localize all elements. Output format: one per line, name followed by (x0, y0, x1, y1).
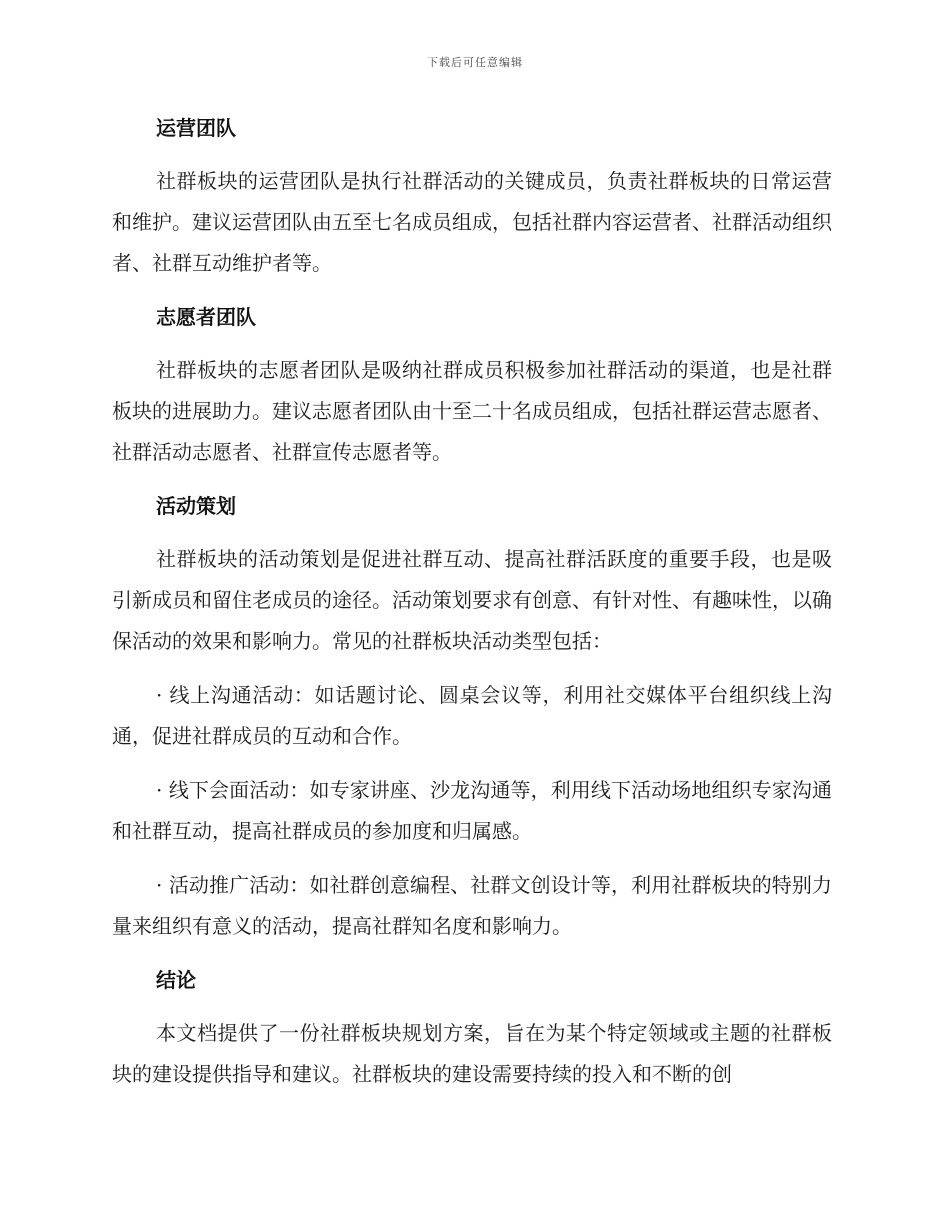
bullet-offline-activities: · 线下会面活动：如专家讲座、沙龙沟通等，利用线下活动场地组织专家沟通和社群互动，提高社群成员的参加度和归属感。 (112, 778, 832, 843)
conclusion-paragraph: 本文档提供了一份社群板块规划方案，旨在为某个特定领域或主题的社群板块的建设提供指导和建议。社群板块的建设需要持续的投入和不断的创 (112, 1021, 832, 1086)
activity-planning-paragraph: 社群板块的活动策划是促进社群互动、提高社群活跃度的重要手段，也是吸引新成员和留住老成员的途径。活动策划要求有创意、有针对性、有趣味性，以确保活动的效果和影响力。常见的社群板块活动类型包括： (112, 547, 832, 653)
bullet-promotion-activities: · 活动推广活动：如社群创意编程、社群文创设计等，利用社群板块的特别力量来组织有意义的活动，提高社群知名度和影响力。 (112, 873, 832, 938)
document-body (112, 108, 832, 1095)
volunteer-team-paragraph: 社群板块的志愿者团队是吸纳社群成员积极参加社群活动的渠道，也是社群板块的进展助力。建议志愿者团队由十至二十名成员组成，包括社群运营志愿者、社群活动志愿者、社群宣传志愿者等。 (112, 358, 832, 464)
page-header: 下载后可任意编辑 (427, 56, 523, 69)
operations-team-paragraph: 社群板块的运营团队是执行社群活动的关键成员，负责社群板块的日常运营和维护。建议运营团队由五至七名成员组成，包括社群内容运营者、社群活动组织者、社群互动维护者等。 (112, 169, 832, 275)
volunteer-team-heading: 志愿者团队 (156, 305, 256, 329)
activity-planning-heading: 活动策划 (156, 494, 236, 518)
bullet-online-activities: · 线上沟通活动：如话题讨论、圆桌会议等，利用社交媒体平台组织线上沟通，促进社群成员的互动和合作。 (112, 683, 832, 748)
conclusion-heading: 结论 (156, 968, 196, 992)
operations-team-heading: 运营团队 (156, 116, 236, 140)
